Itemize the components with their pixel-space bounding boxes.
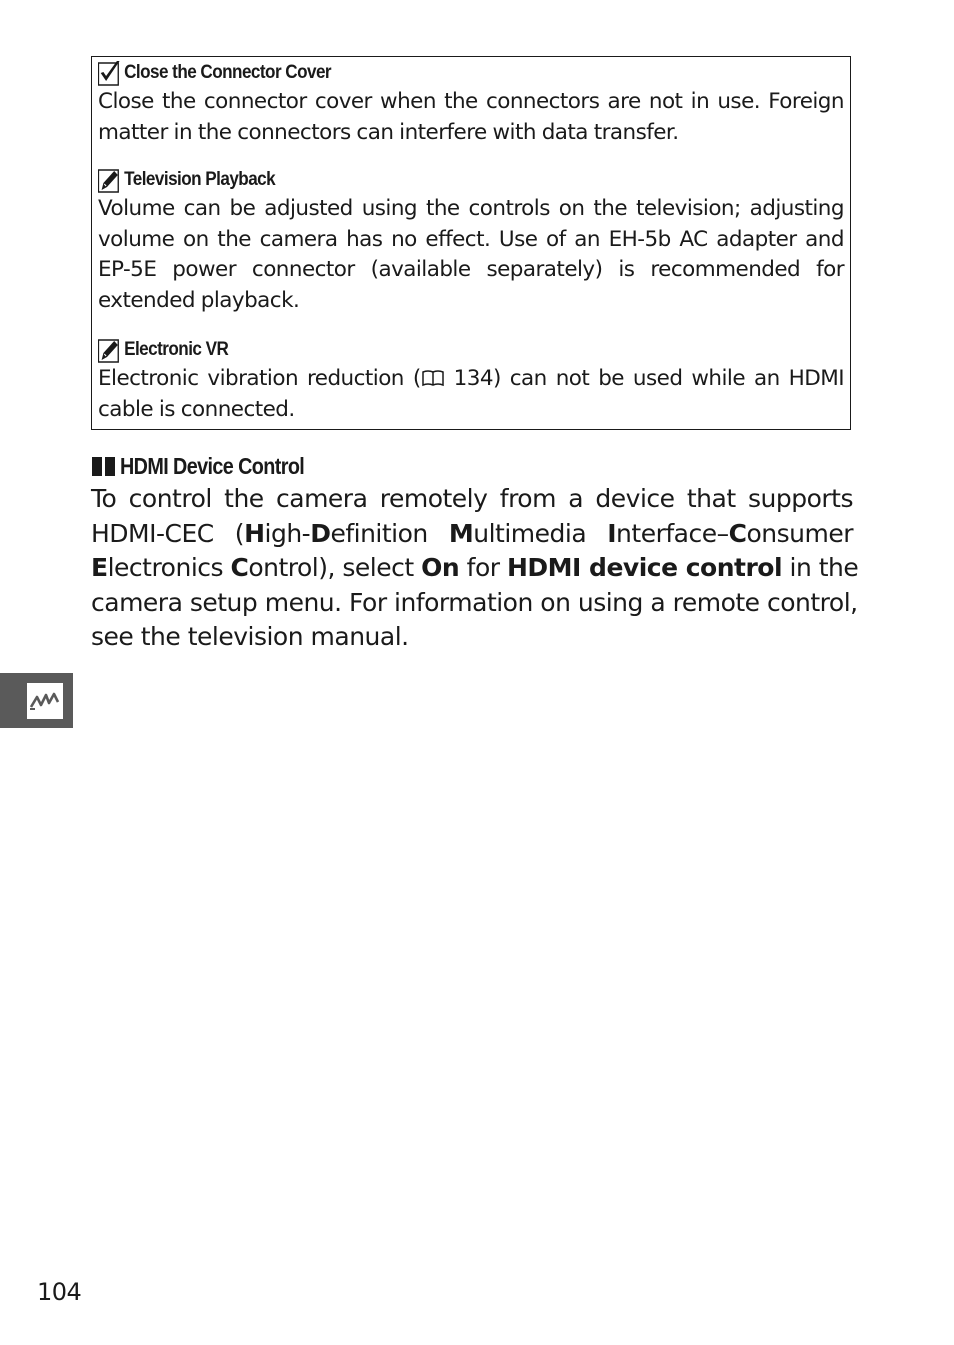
chapter-tab — [0, 673, 73, 728]
note-title: Electronic VR — [98, 336, 769, 364]
book-icon — [421, 369, 445, 387]
section-heading: HDMI Device Control — [92, 451, 334, 481]
note-body: Volume can be adjusted using the controls on the television; adjusting volume on the camera has no effect. Use of an EH-5b AC adapter and EP-5E power connector (available separately) is recommended for extended playback. — [98, 196, 844, 313]
pencil-icon — [98, 168, 121, 193]
note-title: Television Playback — [98, 166, 769, 194]
note-close-connector-cover — [98, 59, 844, 148]
double-bar-icon — [92, 457, 115, 476]
note-title: Close the Connector Cover — [98, 59, 769, 87]
note-body: Electronic vibration reduction ( 134) can not be used while an HDMI cable is connected. — [98, 366, 845, 422]
note-electronic-vr — [98, 336, 844, 425]
page-number: 104 — [37, 1278, 82, 1306]
note-television-playback — [98, 166, 844, 316]
notes-box — [91, 56, 851, 430]
section-body: To control the camera remotely from a device that supports HDMI-CEC (High-Definition Multimedia Interface–Consumer Electronics Control), select On for HDMI device control in the camera setup menu. For information on using a remote control, see the television manual. — [91, 484, 859, 651]
retouch-wave-icon — [27, 683, 63, 719]
note-body: Close the connector cover when the connectors are not in use. Foreign matter in the connectors can interfere with data transfer. — [98, 89, 844, 145]
pencil-icon — [98, 338, 121, 363]
check-icon — [98, 61, 121, 86]
